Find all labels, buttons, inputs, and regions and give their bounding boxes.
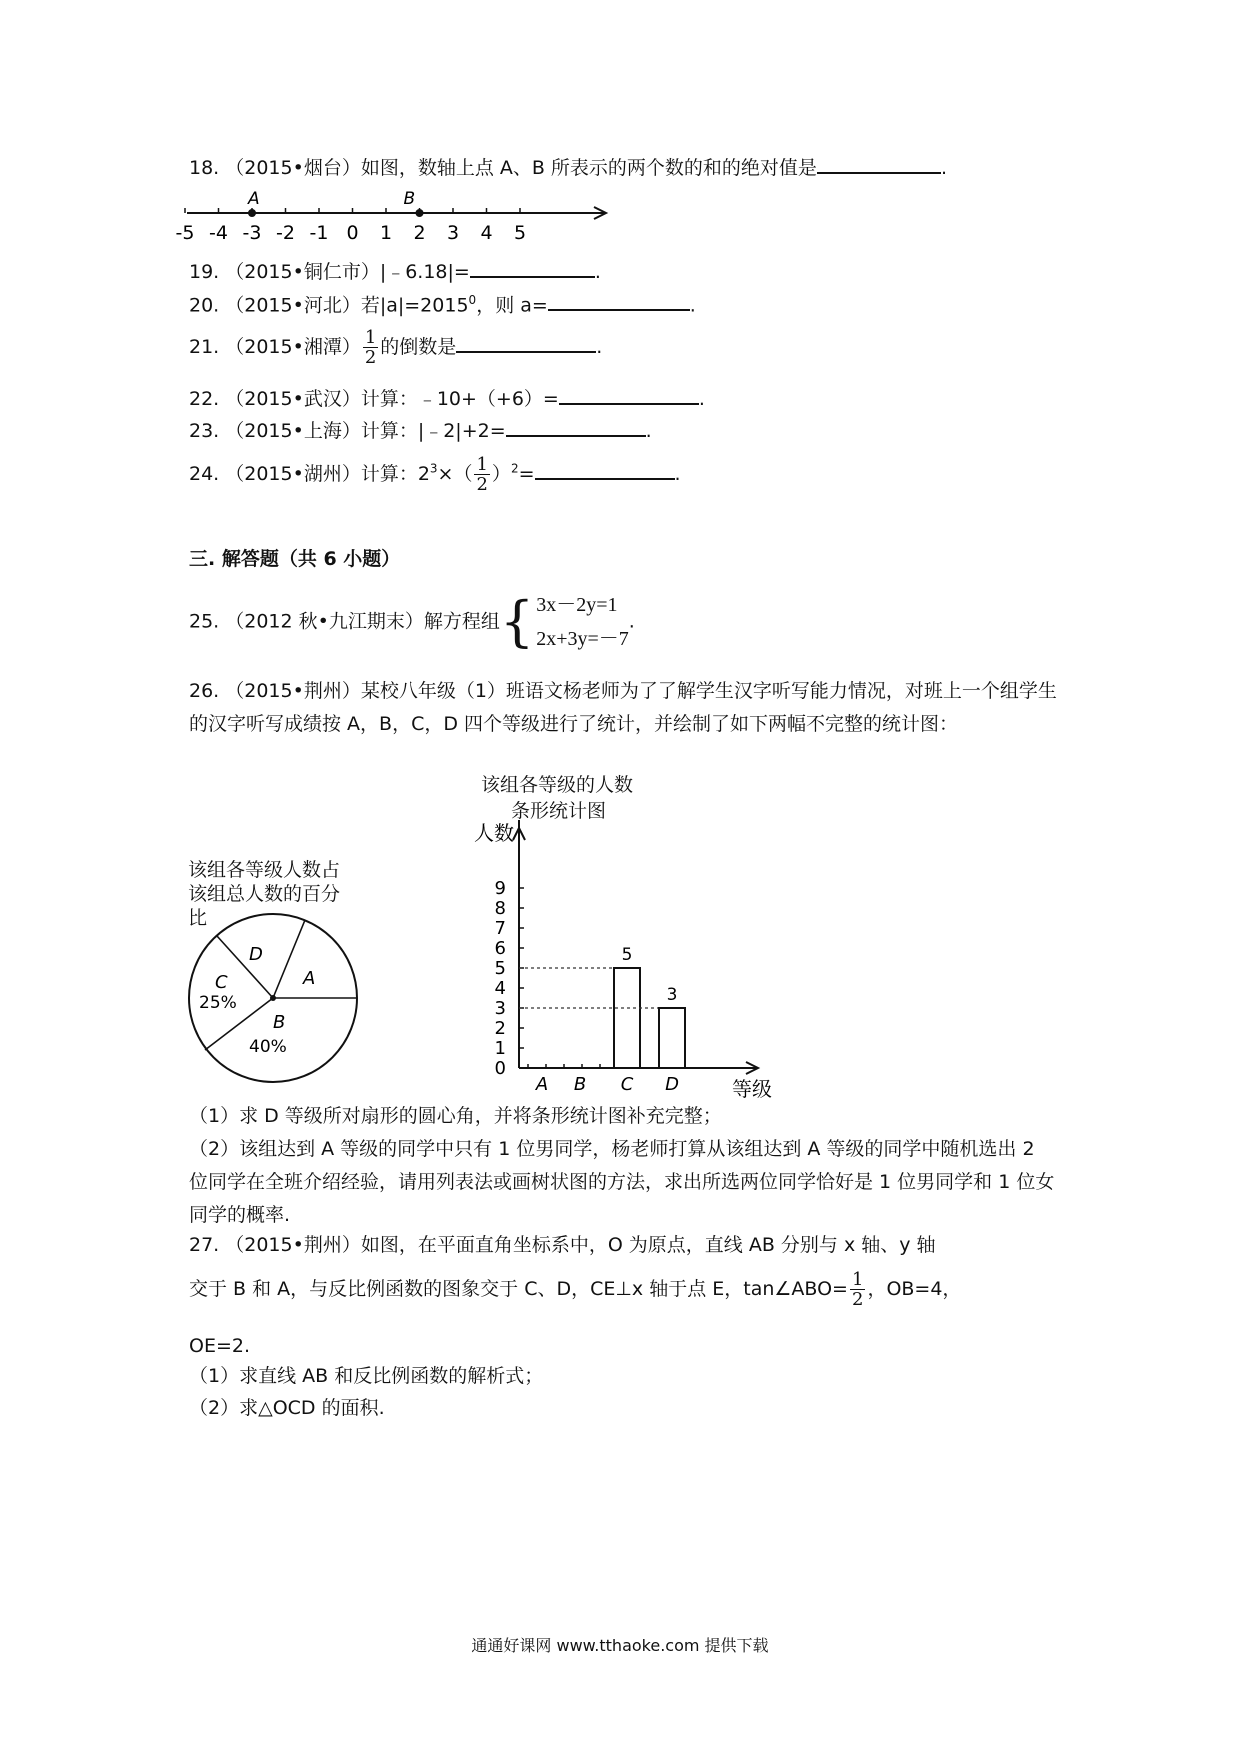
x-tick-label: B — [573, 1074, 587, 1095]
x-tick-label: D — [665, 1074, 679, 1095]
pie-label-d: D — [249, 944, 263, 965]
question-25: 25. （2012 秋•九江期末）解方程组{ 3x－2y=1 2x+3y=－7 . — [189, 588, 635, 656]
point-a-label: A — [248, 189, 260, 209]
question-27-line2: 交于 B 和 A，与反比例函数的图象交于 C、D，CE⊥x 轴于点 E，tan∠ABO= $\frac{1}{2}$ ，OB=4， — [189, 1269, 962, 1310]
tick-label: 4 — [480, 222, 493, 244]
question-23: 23. （2015•上海）计算：|﹣2|+2= . — [189, 415, 652, 444]
question-27-line1: 27. （2015•荆州）如图，在平面直角坐标系中，O 为原点，直线 AB 分别与 x 轴、y 轴 — [189, 1234, 936, 1256]
pie-pct-c: 25% — [199, 993, 237, 1013]
tick-label: -3 — [242, 222, 262, 244]
bar-title: 该组各等级的人数 条形统计图 — [481, 774, 634, 822]
point-b — [416, 209, 424, 217]
answer-blank — [548, 289, 690, 311]
tick-label: -2 — [276, 222, 295, 244]
question-24: 24. （2015•湖州）计算：$2^3\times$（ $\frac{1}{2}$ ）$^2$= . — [189, 454, 681, 495]
bar-d — [659, 1008, 685, 1068]
pie-title: 该组各等级人数占 该组总人数的百分 比 — [188, 859, 341, 929]
tick-label: -4 — [209, 222, 228, 244]
bar-chart — [460, 820, 790, 1100]
y-tick-label: 0 — [494, 1058, 506, 1079]
q18-text: 18. （2015•烟台）如图，数轴上点 A、B 所表示的两个数的和的绝对值是 — [189, 157, 817, 179]
bar-value-label: 5 — [621, 945, 633, 965]
tick-label: -1 — [309, 222, 329, 244]
question-26: 26. （2015•荆州）某校八年级（1）班语文杨老师为了了解学生汉字听写能力情况，对班上一个组学生的汉字听写成绩按 A，B，C，D 四个等级进行了统计，并绘制了如下两幅不完整的统计图： — [189, 680, 1057, 735]
question-27-line3: OE=2. — [189, 1335, 251, 1357]
answer-blank — [535, 458, 675, 480]
pie-label-a: A — [303, 968, 316, 989]
fraction: $\frac{1}{2}$ — [851, 1269, 864, 1310]
pie-label-b: B — [273, 1012, 286, 1033]
y-tick-label: 6 — [494, 938, 506, 959]
x-axis-label: 等级 — [732, 1077, 772, 1101]
pie-pct-b: 40% — [249, 1037, 287, 1057]
section-heading: 三. 解答题（共 6 小题） — [189, 548, 401, 570]
equation-system: 3x－2y=1 2x+3y=－7 — [536, 594, 629, 650]
point-a — [248, 209, 256, 217]
pie-label-c: C — [215, 972, 228, 993]
y-tick-label: 3 — [494, 998, 506, 1019]
question-22: 22. （2015•武汉）计算：﹣10+（+6）= . — [189, 383, 705, 412]
x-tick-label: C — [620, 1074, 634, 1095]
answer-blank — [470, 256, 595, 278]
pie-chart — [185, 910, 365, 1090]
question-21: 21. （2015•湘潭） $\frac{1}{2}$ 的倒数是 . — [189, 327, 603, 368]
tick-label: 3 — [446, 222, 460, 244]
answer-blank — [506, 415, 646, 437]
tick-label: 0 — [346, 222, 359, 244]
tick-label: -5 — [175, 222, 195, 244]
y-tick-label: 2 — [494, 1018, 506, 1039]
fraction: $\frac{1}{2}$ — [364, 327, 377, 368]
answer-blank — [559, 383, 699, 405]
question-19: 19. （2015•铜仁市）|﹣6.18|= . — [189, 256, 601, 285]
answer-blank — [456, 331, 596, 353]
tick-label: 5 — [513, 222, 527, 244]
bar-value-label: 3 — [666, 985, 678, 1005]
y-axis-label: 人数 — [474, 821, 514, 845]
y-tick-label: 7 — [494, 918, 506, 939]
y-tick-label: 8 — [494, 898, 506, 919]
fraction: $\frac{1}{2}$ — [476, 454, 488, 495]
question-27-sub1: （1）求直线 AB 和反比例函数的解析式； — [189, 1365, 544, 1387]
question-20: 20. （2015•河北）若$|a|=2015^0$，则 a= . — [189, 287, 696, 318]
bar-c — [614, 968, 640, 1068]
x-tick-label: A — [535, 1074, 549, 1095]
point-b-label: B — [403, 189, 416, 209]
y-tick-label: 9 — [494, 878, 506, 899]
answer-blank — [817, 152, 941, 174]
question-18: 18. （2015•烟台）如图，数轴上点 A、B 所表示的两个数的和的绝对值是 . — [189, 152, 947, 181]
question-27-sub2: （2）求△OCD 的面积. — [189, 1397, 385, 1419]
question-26-sub2: （2）该组达到 A 等级的同学中只有 1 位男同学，杨老师打算从该组达到 A 等级的同学中随机选出 2 位同学在全班介绍经验，请用列表法或画树状图的方法，求出所选两位同学恰好是 1 位男同学和 1 位女同学的概率. — [189, 1138, 1055, 1226]
number-line — [175, 185, 615, 244]
y-tick-label: 5 — [494, 958, 506, 979]
brace: { — [499, 590, 535, 653]
y-tick-label: 1 — [494, 1038, 506, 1059]
footer: 通通好课网 www.tthaoke.com 提供下载 — [471, 1636, 769, 1655]
y-tick-label: 4 — [494, 978, 506, 999]
question-26-sub1: （1）求 D 等级所对扇形的圆心角，并将条形统计图补充完整； — [189, 1105, 722, 1127]
tick-label: 1 — [379, 222, 393, 244]
tick-label: 2 — [413, 222, 426, 244]
